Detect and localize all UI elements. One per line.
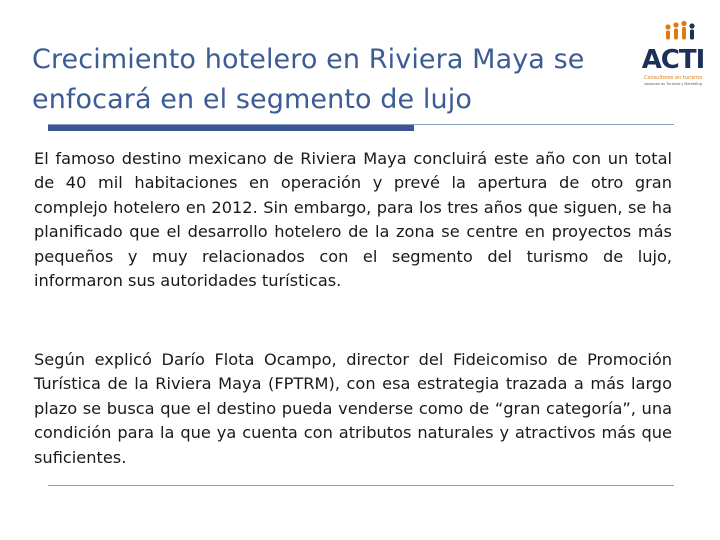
acti-logo [638,20,708,90]
paragraph-text: Según explicó Darío Flota Ocampo, director del Fideicomiso de Promoción Turística de la Riviera Maya (FPTRM), con esa estrategia trazada a más largo plazo se busca que el destino pueda venderse como de “gran categoría”, una condición para la que ya cuenta con atributos naturales y atractivos más que suficientes. [34,350,672,467]
footer-divider [48,485,674,486]
paragraph-1 [34,147,672,293]
slide-title [32,40,632,120]
slide-title-line-2: enfocará en el segmento de lujo [32,84,472,115]
logo-subtitle: Consultores en turismo [643,75,703,81]
people-icon [662,20,702,44]
paragraph-text: El famoso destino mexicano de Riviera Maya concluirá este año con un total de 40 mil habitaciones en operación y prevé la apertura de otro gran complejo hotelero en 2012. Sin embargo, para los tres años que siguen, se ha planificado que el desarrollo hotelero de la zona se centre en proyectos más pequeños y muy relacionados con el segmento del turismo de lujo, informaron sus autoridades turísticas. [34,149,672,291]
title-accent-bar [48,124,414,131]
logo-wordmark: ACTI [641,45,705,75]
title-divider [48,124,674,125]
paragraph-2 [34,348,672,470]
slide-title-line-1: Crecimiento hotelero en Riviera Maya se [32,44,585,75]
logo-tagline: Asesores en Turismo y Marketing [644,82,702,86]
